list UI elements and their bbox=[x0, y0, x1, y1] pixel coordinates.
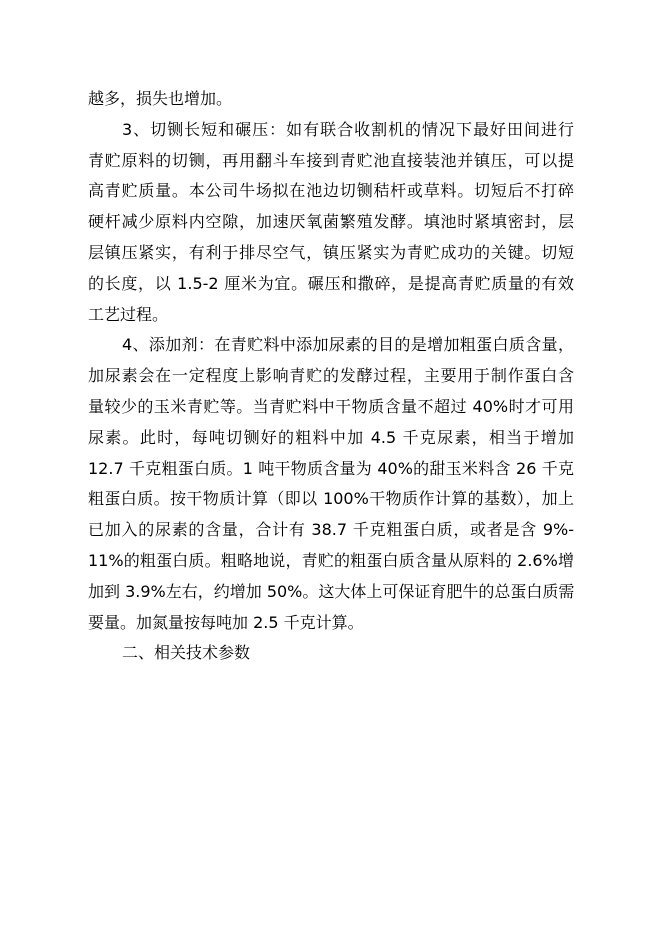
text-line: 尿素。此时，每吨切铡好的粗料中加 4.5 千克尿素，相当于增加 bbox=[88, 427, 574, 447]
text-line: 青贮原料的切铡，再用翻斗车接到青贮池直接装池并镇压，可以提 bbox=[88, 150, 574, 170]
text-line: 量较少的玉米青贮等。当青贮料中干物质含量不超过 40%时才可用 bbox=[88, 396, 574, 416]
document-body bbox=[88, 84, 574, 669]
text-line: 工艺过程。 bbox=[88, 304, 169, 324]
text-line: 加尿素会在一定程度上影响青贮的发酵过程，主要用于制作蛋白含 bbox=[88, 366, 574, 386]
text-line: 粗蛋白质。按干物质计算（即以 100%干物质作计算的基数），加上 bbox=[88, 489, 574, 509]
text-line: 越多，损失也增加。 bbox=[88, 89, 233, 108]
text-line: 的长度，以 1.5-2 厘米为宜。碾压和撒碎，是提高青贮质量的有效 bbox=[88, 273, 574, 293]
text-line: 层镇压紧实，有利于排尽空气，镇压紧实为青贮成功的关键。切短 bbox=[88, 242, 574, 262]
text-line: 已加入的尿素的含量，合计有 38.7 千克粗蛋白质，或者是含 9%- bbox=[88, 520, 574, 540]
text-line: 硬杆减少原料内空隙，加速厌氧菌繁殖发酵。填池时紧填密封，层 bbox=[88, 212, 574, 232]
text-line: 二、相关技术参数 bbox=[122, 643, 251, 663]
text-line: 加到 3.9%左右，约增加 50%。这大体上可保证育肥牛的总蛋白质需 bbox=[88, 581, 574, 601]
text-line: 4、添加剂：在青贮料中添加尿素的目的是增加粗蛋白质含量， bbox=[122, 335, 574, 355]
text-line: 要量。加氮量按每吨加 2.5 千克计算。 bbox=[88, 612, 364, 632]
text-line: 3、切铡长短和碾压：如有联合收割机的情况下最好田间进行 bbox=[122, 119, 574, 139]
text-line: 11%的粗蛋白质。粗略地说，青贮的粗蛋白质含量从原料的 2.6%增 bbox=[88, 550, 574, 570]
text-line: 高青贮质量。本公司牛场拟在池边切铡秸杆或草料。切短后不打碎 bbox=[88, 181, 574, 201]
text-line: 12.7 千克粗蛋白质。1 吨干物质含量为 40%的甜玉米料含 26 千克 bbox=[88, 458, 574, 478]
